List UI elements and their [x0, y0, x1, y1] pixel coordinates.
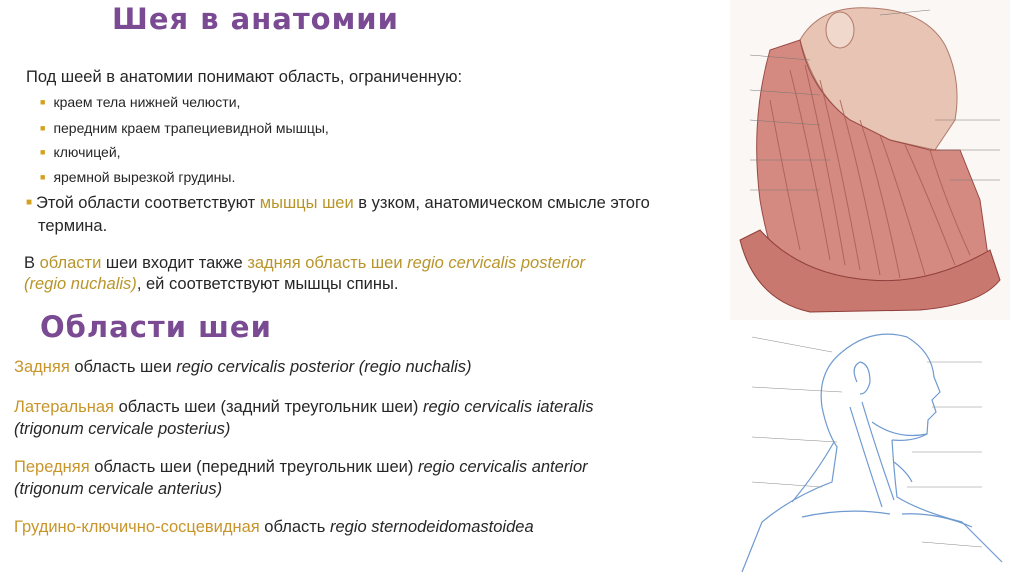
- intro-text: Под шеей в анатомии понимают область, ограниченную:: [26, 68, 463, 86]
- posterior-paragraph: В области шеи входит также задняя область шеи regio cervicalis posterior (regio nuchalis), ей соответствуют мышцы спины.: [24, 254, 586, 293]
- region-anterior: Передняя область шеи (передний треугольник шеи) regio cervicalis anterior (trigonum cervicale anterius): [14, 458, 588, 498]
- bullet-icon: ■: [40, 147, 46, 157]
- bullet-icon: ■: [40, 97, 46, 107]
- neck-regions-diagram: [722, 322, 1012, 572]
- region-posterior: Задняя область шеи regio cervicalis posterior (regio nuchalis): [14, 358, 472, 376]
- bullet-4: ■ яремной вырезкой грудины.: [40, 169, 236, 185]
- page-title: Шея в анатомии: [112, 2, 399, 36]
- section-title: Области шеи: [40, 310, 272, 344]
- bullet-1: ■ краем тела нижней челюсти,: [40, 94, 241, 110]
- neck-muscles-illustration: [730, 0, 1010, 320]
- bullet-icon: ■: [40, 172, 46, 182]
- region-sternocleidomastoid: Грудино-ключично-сосцевидная область regio sternodeidomastoidea: [14, 518, 534, 536]
- bullet-2: ■ передним краем трапециевидной мышцы,: [40, 120, 329, 136]
- region-lateral: Латеральная область шеи (задний треугольник шеи) regio cervicalis iateralis (trigonum cervicale posterius): [14, 398, 594, 438]
- bullet-icon: ■: [40, 123, 46, 133]
- bullet-3: ■ ключицей,: [40, 144, 121, 160]
- muscles-paragraph: ■ Этой области соответствуют мышцы шеи в узком, анатомическом смысле этого термина.: [26, 194, 650, 235]
- bullet-icon: ■: [26, 197, 33, 208]
